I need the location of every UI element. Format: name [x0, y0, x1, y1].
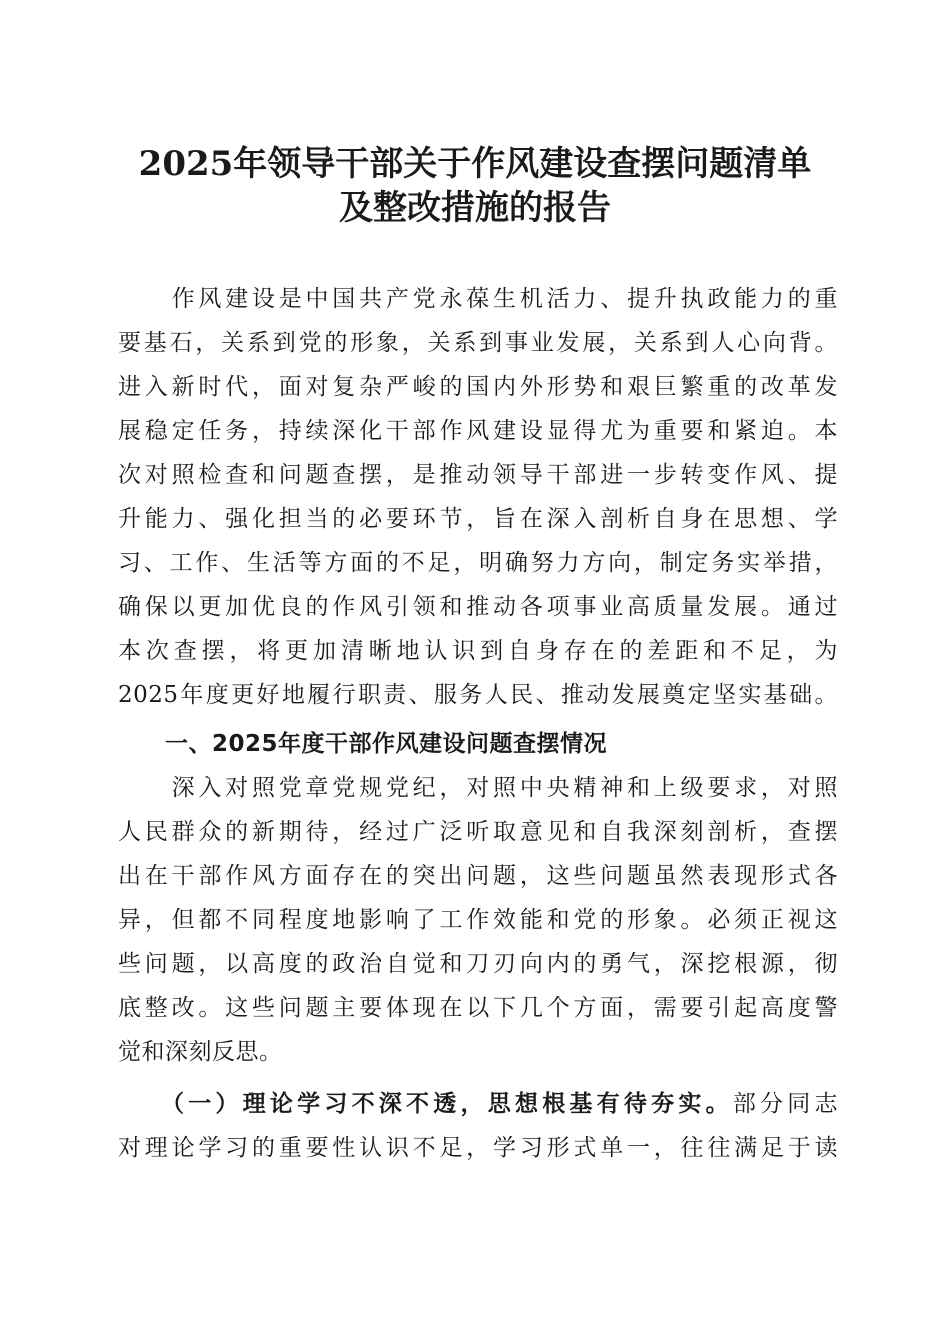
intro-line-9: 本次查摆，将更加清晰地认识到自身存在的差距和不足，为 [118, 638, 838, 664]
section1-line-2: 人民群众的新期待，经过广泛听取意见和自我深刻剖析，查摆 [118, 819, 838, 845]
intro-line-1: 作风建设是中国共产党永葆生机活力、提升执政能力的重 [118, 286, 838, 312]
section1-line-4: 异，但都不同程度地影响了工作效能和党的形象。必须正视这 [118, 907, 838, 933]
intro-line-8: 确保以更加优良的作风引领和推动各项事业高质量发展。通过 [118, 594, 838, 620]
document-title-line-2: 及整改措施的报告 [339, 188, 611, 228]
section-heading-1: 一、2025年度干部作风建设问题查摆情况 [118, 731, 608, 757]
document-title-line-1: 2025年领导干部关于作风建设查摆问题清单 [138, 144, 812, 184]
intro-line-7: 习、工作、生活等方面的不足，明确努力方向，制定务实举措， [118, 550, 838, 576]
section1-line-5: 些问题，以高度的政治自觉和刀刃向内的勇气，深挖根源，彻 [118, 951, 838, 977]
intro-line-3: 进入新时代，面对复杂严峻的国内外形势和艰巨繁重的改革发 [118, 374, 838, 400]
section1-line-7: 觉和深刻反思。 [118, 1039, 283, 1065]
intro-line-5: 次对照检查和问题查摆，是推动领导干部进一步转变作风、提 [118, 462, 838, 488]
intro-line-6: 升能力、强化担当的必要环节，旨在深入剖析自身在思想、学 [118, 506, 838, 532]
section1-line-1: 深入对照党章党规党纪，对照中央精神和上级要求，对照 [118, 775, 838, 801]
subsection1-line-1 [118, 1082, 838, 1126]
section1-line-3: 出在干部作风方面存在的突出问题，这些问题虽然表现形式各 [118, 863, 838, 889]
section1-line-6: 底整改。这些问题主要体现在以下几个方面，需要引起高度警 [118, 995, 838, 1021]
intro-line-4: 展稳定任务，持续深化干部作风建设显得尤为重要和紧迫。本 [118, 418, 838, 444]
intro-line-10: 2025年度更好地履行职责、服务人民、推动发展奠定坚实基础。 [118, 682, 838, 708]
subsection1-rest: 部分同志 [732, 1091, 839, 1117]
subsection1-lead: （一）理论学习不深不透，思想根基有待夯实。 [118, 1090, 733, 1117]
intro-line-2: 要基石，关系到党的形象，关系到事业发展，关系到人心向背。 [118, 330, 838, 356]
subsection1-line-2: 对理论学习的重要性认识不足，学习形式单一，往往满足于读 [118, 1135, 838, 1161]
